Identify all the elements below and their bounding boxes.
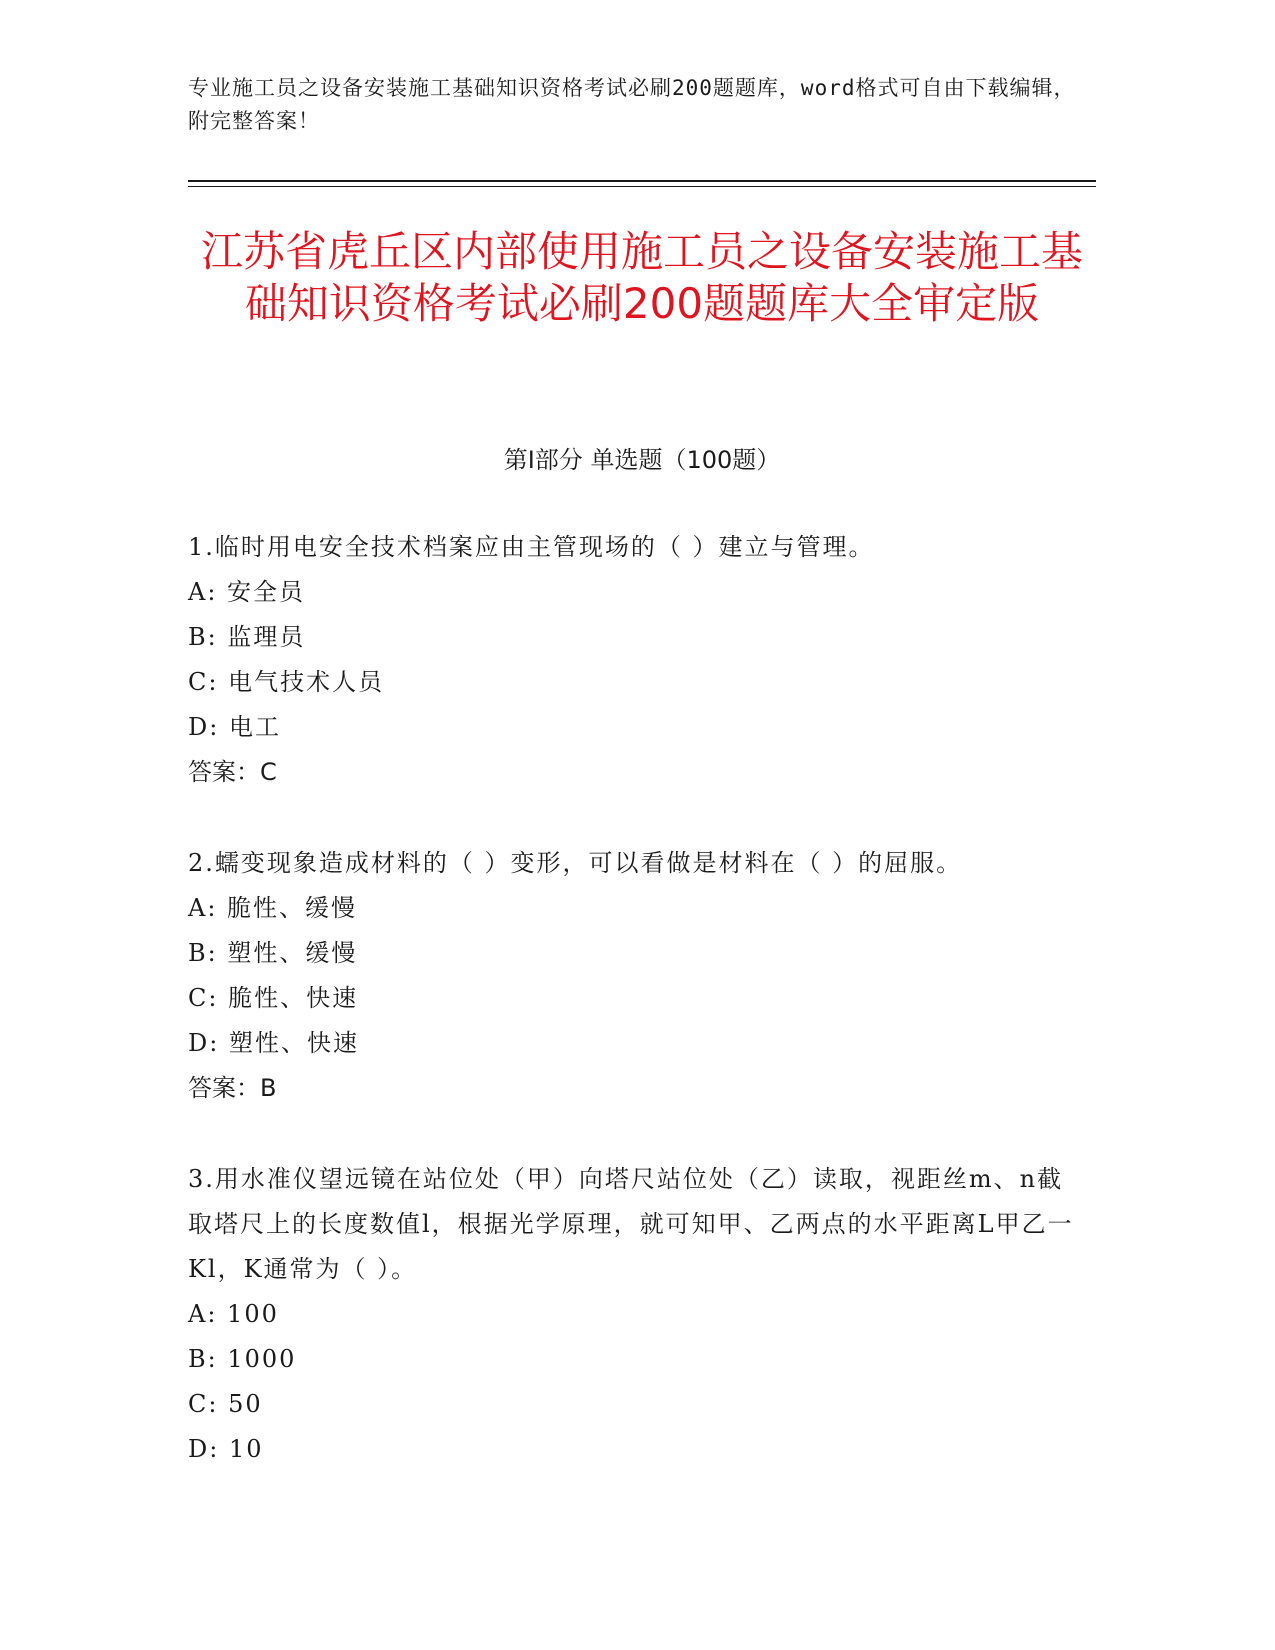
question-text: 3.用水准仪望远镜在站位处（甲）向塔尺站位处（乙）读取，视距丝m、n截取塔尺上的长度数值l，根据光学原理，就可知甲、乙两点的水平距离L甲乙一Kl，K通常为（ ）。	[188, 1165, 1074, 1283]
question-list	[188, 525, 1088, 1518]
option-c: C: 50	[188, 1390, 263, 1418]
question-text: 2.蠕变现象造成材料的（ ）变形，可以看做是材料在（ ）的屈服。	[188, 849, 963, 877]
option-a: A: 100	[188, 1300, 279, 1328]
option-a: A: 安全员	[188, 578, 306, 606]
header-rule-thin	[188, 186, 1096, 187]
option-d: D: 塑性、快速	[188, 1029, 359, 1057]
option-a: A: 脆性、缓慢	[188, 894, 358, 922]
option-c: C: 脆性、快速	[188, 984, 359, 1012]
option-c: C: 电气技术人员	[188, 668, 385, 696]
option-b: B: 1000	[188, 1345, 297, 1373]
question-1	[188, 525, 1088, 795]
section-heading: 第Ⅰ部分 单选题（100题）	[503, 446, 781, 474]
option-d: D: 电工	[188, 713, 281, 741]
option-b: B: 监理员	[188, 623, 306, 651]
question-3	[188, 1157, 1088, 1472]
option-d: D: 10	[188, 1435, 264, 1463]
document-title: 江苏省虎丘区内部使用施工员之设备安装施工基础知识资格考试必刷200题题库大全审定版	[200, 227, 1083, 328]
answer: 答案：C	[188, 758, 277, 786]
answer: 答案：B	[188, 1074, 277, 1102]
header-rule-thick	[188, 180, 1096, 182]
question-text: 1.临时用电安全技术档案应由主管现场的（ ）建立与管理。	[188, 533, 875, 561]
option-b: B: 塑性、缓慢	[188, 939, 358, 967]
question-2	[188, 841, 1088, 1111]
header-note: 专业施工员之设备安装施工基础知识资格考试必刷200题题库，word格式可自由下载编辑，附完整答案！	[188, 76, 1076, 133]
